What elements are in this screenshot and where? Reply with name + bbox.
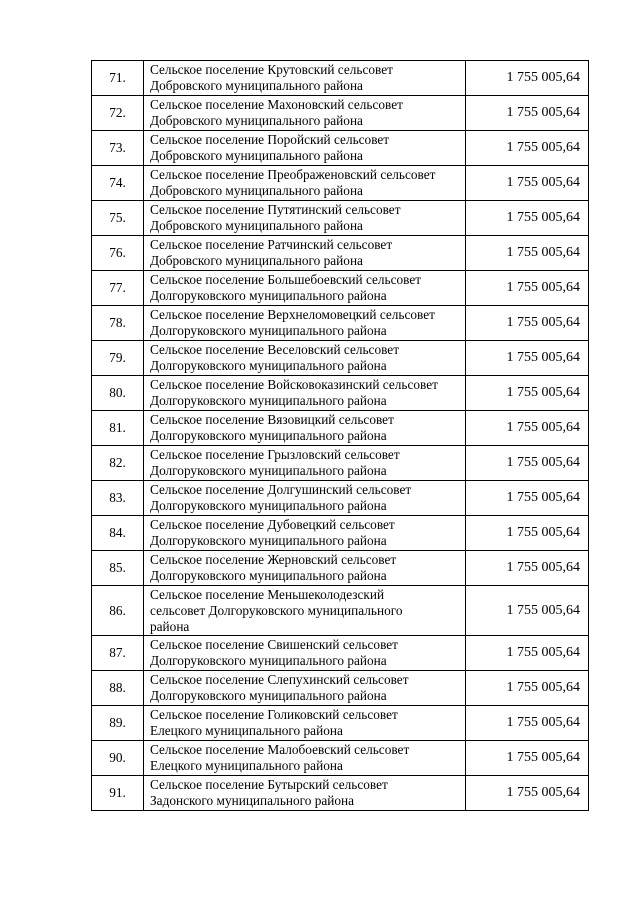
amount-cell: 1 755 005,64	[466, 271, 589, 306]
settlement-name-line: Сельское поселение Путятинский сельсовет	[150, 202, 401, 217]
table-row	[92, 776, 589, 811]
settlement-name-line: Сельское поселение Дубовецкий сельсовет	[150, 517, 395, 532]
row-number: 91.	[92, 776, 144, 811]
amount-cell: 1 755 005,64	[466, 446, 589, 481]
settlement-name-line: Сельское поселение Слепухинский сельсовет	[150, 672, 409, 687]
settlement-name-line: Сельское поселение Большебоевский сельсовет	[150, 272, 422, 287]
row-number: 80.	[92, 376, 144, 411]
table-row	[92, 516, 589, 551]
row-number: 88.	[92, 671, 144, 706]
settlement-name-line: Сельское поселение Веселовский сельсовет	[150, 342, 400, 357]
settlement-name-line: Добровского муниципального района	[150, 78, 363, 93]
settlement-name-line: Долгоруковского муниципального района	[150, 498, 387, 513]
table-row	[92, 61, 589, 96]
table-row	[92, 636, 589, 671]
settlement-name-line: Сельское поселение Преображеновский сельсовет	[150, 167, 436, 182]
settlement-name-line: Сельское поселение Махоновский сельсовет	[150, 97, 403, 112]
table-row	[92, 271, 589, 306]
settlement-name-cell	[144, 341, 466, 376]
settlement-name-line: Добровского муниципального района	[150, 253, 363, 268]
settlement-name-line: Сельское поселение Крутовский сельсовет	[150, 62, 393, 77]
settlement-name-line: Долгоруковского муниципального района	[150, 358, 387, 373]
table-row	[92, 446, 589, 481]
settlement-name-cell	[144, 306, 466, 341]
settlement-name-line: Долгоруковского муниципального района	[150, 323, 387, 338]
table-row	[92, 551, 589, 586]
settlement-name-cell	[144, 551, 466, 586]
row-number: 74.	[92, 166, 144, 201]
table-row	[92, 306, 589, 341]
table-row	[92, 96, 589, 131]
amount-cell: 1 755 005,64	[466, 706, 589, 741]
settlement-name-line: Сельское поселение Свишенский сельсовет	[150, 637, 398, 652]
amount-cell: 1 755 005,64	[466, 96, 589, 131]
table-row	[92, 481, 589, 516]
settlement-name-line: Сельское поселение Войсковоказинский сельсовет	[150, 377, 438, 392]
settlement-name-line: Долгоруковского муниципального района	[150, 428, 387, 443]
settlement-name-line: Сельское поселение Бутырский сельсовет	[150, 777, 388, 792]
settlement-name-cell	[144, 516, 466, 551]
table-row	[92, 671, 589, 706]
row-number: 77.	[92, 271, 144, 306]
amount-cell: 1 755 005,64	[466, 376, 589, 411]
amount-cell: 1 755 005,64	[466, 671, 589, 706]
settlement-name-cell	[144, 706, 466, 741]
settlement-name-cell	[144, 586, 466, 636]
amount-cell: 1 755 005,64	[466, 61, 589, 96]
settlement-name-line: Долгоруковского муниципального района	[150, 393, 387, 408]
settlement-name-line: Сельское поселение Жерновский сельсовет	[150, 552, 397, 567]
amount-cell: 1 755 005,64	[466, 166, 589, 201]
table-row	[92, 586, 589, 636]
settlement-name-line: Долгоруковского муниципального района	[150, 568, 387, 583]
settlement-name-line: Сельское поселение Вязовицкий сельсовет	[150, 412, 394, 427]
amount-cell: 1 755 005,64	[466, 586, 589, 636]
amount-cell: 1 755 005,64	[466, 551, 589, 586]
row-number: 81.	[92, 411, 144, 446]
amount-cell: 1 755 005,64	[466, 341, 589, 376]
settlement-name-line: Сельское поселение Грызловский сельсовет	[150, 447, 400, 462]
table-row	[92, 376, 589, 411]
row-number: 90.	[92, 741, 144, 776]
row-number: 82.	[92, 446, 144, 481]
table-row	[92, 341, 589, 376]
settlement-name-line: Долгоруковского муниципального района	[150, 688, 387, 703]
row-number: 79.	[92, 341, 144, 376]
settlement-name-line: Долгоруковского муниципального района	[150, 288, 387, 303]
row-number: 85.	[92, 551, 144, 586]
row-number: 87.	[92, 636, 144, 671]
settlement-name-line: Долгоруковского муниципального района	[150, 653, 387, 668]
row-number: 78.	[92, 306, 144, 341]
settlement-name-line: сельсовет Долгоруковского муниципального	[150, 603, 403, 618]
amount-cell: 1 755 005,64	[466, 306, 589, 341]
table-row	[92, 411, 589, 446]
settlement-name-line: Елецкого муниципального района	[150, 758, 343, 773]
row-number: 89.	[92, 706, 144, 741]
settlement-name-cell	[144, 741, 466, 776]
settlement-name-line: Добровского муниципального района	[150, 113, 363, 128]
row-number: 83.	[92, 481, 144, 516]
settlement-name-line: Сельское поселение Голиковский сельсовет	[150, 707, 398, 722]
settlement-name-cell	[144, 166, 466, 201]
settlement-name-cell	[144, 96, 466, 131]
amount-cell: 1 755 005,64	[466, 411, 589, 446]
table-row	[92, 201, 589, 236]
settlement-name-line: Сельское поселение Малобоевский сельсовет	[150, 742, 410, 757]
allocation-table	[91, 60, 589, 811]
settlement-name-cell	[144, 236, 466, 271]
row-number: 72.	[92, 96, 144, 131]
row-number: 76.	[92, 236, 144, 271]
settlement-name-line: Добровского муниципального района	[150, 183, 363, 198]
table-body	[92, 61, 589, 811]
amount-cell: 1 755 005,64	[466, 776, 589, 811]
settlement-name-line: Сельское поселение Меньшеколодезский	[150, 587, 385, 602]
settlement-name-line: Сельское поселение Верхнеломовецкий сельсовет	[150, 307, 435, 322]
amount-cell: 1 755 005,64	[466, 636, 589, 671]
row-number: 86.	[92, 586, 144, 636]
settlement-name-cell	[144, 446, 466, 481]
amount-cell: 1 755 005,64	[466, 516, 589, 551]
table-row	[92, 166, 589, 201]
settlement-name-line: Долгоруковского муниципального района	[150, 463, 387, 478]
row-number: 71.	[92, 61, 144, 96]
settlement-name-line: Сельское поселение Поройский сельсовет	[150, 132, 390, 147]
settlement-name-line: Добровского муниципального района	[150, 218, 363, 233]
settlement-name-line: Елецкого муниципального района	[150, 723, 343, 738]
settlement-name-cell	[144, 131, 466, 166]
settlement-name-line: Долгоруковского муниципального района	[150, 533, 387, 548]
settlement-name-cell	[144, 481, 466, 516]
settlement-name-cell	[144, 61, 466, 96]
settlement-name-cell	[144, 671, 466, 706]
settlement-name-cell	[144, 201, 466, 236]
row-number: 75.	[92, 201, 144, 236]
amount-cell: 1 755 005,64	[466, 481, 589, 516]
amount-cell: 1 755 005,64	[466, 131, 589, 166]
settlement-name-line: Сельское поселение Ратчинский сельсовет	[150, 237, 393, 252]
settlement-name-cell	[144, 636, 466, 671]
row-number: 73.	[92, 131, 144, 166]
amount-cell: 1 755 005,64	[466, 201, 589, 236]
settlement-name-cell	[144, 776, 466, 811]
amount-cell: 1 755 005,64	[466, 741, 589, 776]
table-row	[92, 236, 589, 271]
settlement-name-cell	[144, 376, 466, 411]
settlement-name-line: района	[150, 619, 190, 634]
settlement-name-line: Задонского муниципального района	[150, 793, 355, 808]
settlement-name-cell	[144, 411, 466, 446]
settlement-name-line: Добровского муниципального района	[150, 148, 363, 163]
row-number: 84.	[92, 516, 144, 551]
settlement-name-line: Сельское поселение Долгушинский сельсовет	[150, 482, 412, 497]
table-row	[92, 131, 589, 166]
table-row	[92, 706, 589, 741]
amount-cell: 1 755 005,64	[466, 236, 589, 271]
table-row	[92, 741, 589, 776]
settlement-name-cell	[144, 271, 466, 306]
